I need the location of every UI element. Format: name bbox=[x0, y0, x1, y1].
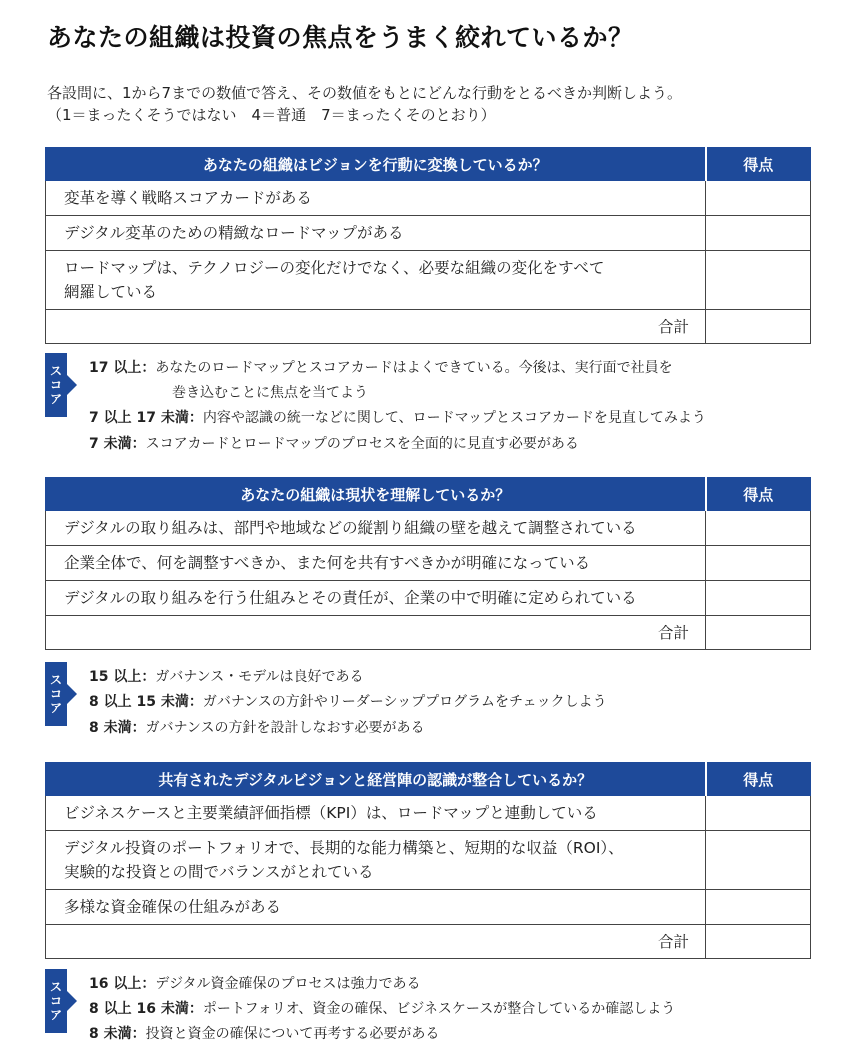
score-tag-char: コ bbox=[49, 378, 62, 392]
legend-threshold: 8 以上 15 未満： bbox=[89, 694, 203, 710]
legend-threshold: 15 以上： bbox=[89, 669, 156, 685]
score-legend-current-state bbox=[45, 662, 835, 742]
score-cell[interactable] bbox=[706, 831, 811, 890]
score-cell[interactable] bbox=[706, 581, 811, 616]
legend-row-continued: 巻き込むことに焦点を当てよう bbox=[172, 385, 368, 401]
score-tag-char: ア bbox=[49, 1008, 62, 1022]
legend-row bbox=[89, 717, 425, 737]
score-tag-char: ア bbox=[49, 392, 62, 406]
item-text: デジタルの取り組みは、部門や地域などの縦割り組織の壁を越えて調整されている bbox=[46, 511, 706, 546]
legend-threshold: 17 以上： bbox=[89, 360, 156, 376]
legend-threshold: 16 以上： bbox=[89, 976, 156, 992]
item-text-line-1: デジタル投資のポートフォリオで、長期的な能力構築と、短期的な収益（ROI）、 bbox=[64, 839, 624, 857]
total-score-cell[interactable] bbox=[706, 616, 811, 650]
score-cell[interactable] bbox=[706, 546, 811, 581]
legend-row bbox=[89, 433, 579, 453]
instructions bbox=[47, 82, 837, 126]
legend-row bbox=[89, 1023, 439, 1043]
total-score-cell[interactable] bbox=[706, 310, 811, 344]
instructions-line-1: 各設問に、1から7までの数値で答え、その数値をもとにどんな行動をとるべきか判断しよう。 bbox=[47, 84, 682, 102]
score-cell[interactable] bbox=[706, 796, 811, 831]
score-legend-alignment bbox=[45, 969, 835, 1049]
item-text: 多様な資金確保の仕組みがある bbox=[46, 890, 706, 925]
score-tag-char: コ bbox=[49, 687, 62, 701]
score-legend-vision bbox=[45, 353, 835, 453]
score-header: 得点 bbox=[706, 148, 811, 181]
score-tag bbox=[45, 353, 67, 417]
score-cell[interactable] bbox=[706, 251, 811, 310]
score-cell[interactable] bbox=[706, 181, 811, 216]
legend-row bbox=[89, 357, 673, 377]
score-tag-char: ス bbox=[49, 980, 62, 994]
legend-threshold: 8 未満： bbox=[89, 720, 146, 736]
assessment-table-alignment bbox=[45, 762, 811, 959]
total-label: 合計 bbox=[46, 310, 706, 344]
legend-text: ポートフォリオ、資金の確保、ビジネスケースが整合しているか確認しよう bbox=[202, 1001, 676, 1017]
score-tag bbox=[45, 969, 67, 1033]
score-tag-char: コ bbox=[49, 994, 62, 1008]
total-score-cell[interactable] bbox=[706, 925, 811, 959]
legend-row bbox=[89, 998, 675, 1018]
score-tag-char: ス bbox=[49, 364, 62, 378]
score-tag-char: ス bbox=[49, 673, 62, 687]
score-cell[interactable] bbox=[706, 511, 811, 546]
legend-row bbox=[89, 973, 421, 993]
item-text: デジタル変革のための精緻なロードマップがある bbox=[46, 216, 706, 251]
legend-threshold: 8 未満： bbox=[89, 1026, 146, 1042]
item-text bbox=[46, 831, 706, 890]
legend-text: ガバナンスの方針を設計しなおす必要がある bbox=[145, 720, 425, 736]
page-title: あなたの組織は投資の焦点をうまく絞れているか？ bbox=[47, 23, 634, 52]
item-text: 変革を導く戦略スコアカードがある bbox=[46, 181, 706, 216]
question-header: あなたの組織はビジョンを行動に変換しているか？ bbox=[46, 148, 706, 181]
legend-row bbox=[89, 666, 364, 686]
legend-row bbox=[89, 691, 607, 711]
item-text bbox=[46, 251, 706, 310]
legend-text: あなたのロードマップとスコアカードはよくできている。今後は、実行面で社員を bbox=[155, 360, 673, 376]
legend-threshold: 7 以上 17 未満： bbox=[89, 410, 203, 426]
score-cell[interactable] bbox=[706, 890, 811, 925]
assessment-table-vision bbox=[45, 147, 811, 344]
item-text: デジタルの取り組みを行う仕組みとその責任が、企業の中で明確に定められている bbox=[46, 581, 706, 616]
legend-text: 内容や認識の統一などに関して、ロードマップとスコアカードを見直してみよう bbox=[202, 410, 706, 426]
question-header: 共有されたデジタルビジョンと経営陣の認識が整合しているか？ bbox=[46, 763, 706, 796]
legend-row bbox=[89, 407, 706, 427]
total-label: 合計 bbox=[46, 616, 706, 650]
assessment-table-current-state bbox=[45, 477, 811, 650]
item-text-line-1: ロードマップは、テクノロジーの変化だけでなく、必要な組織の変化をすべて bbox=[64, 259, 605, 277]
legend-text: スコアカードとロードマップのプロセスを全面的に見直す必要がある bbox=[145, 436, 579, 452]
item-text-line-2: 実験的な投資との間でバランスがとれている bbox=[64, 863, 374, 881]
item-text: 企業全体で、何を調整すべきか、また何を共有すべきかが明確になっている bbox=[46, 546, 706, 581]
legend-text: ガバナンス・モデルは良好である bbox=[155, 669, 364, 685]
total-label: 合計 bbox=[46, 925, 706, 959]
item-text-line-2: 網羅している bbox=[64, 283, 158, 301]
legend-text: ガバナンスの方針やリーダーシッププログラムをチェックしよう bbox=[202, 694, 607, 710]
legend-text: デジタル資金確保のプロセスは強力である bbox=[155, 976, 421, 992]
instructions-line-2: （1＝まったくそうではない 4＝普通 7＝まったくそのとおり） bbox=[47, 106, 496, 124]
score-header: 得点 bbox=[706, 763, 811, 796]
score-tag bbox=[45, 662, 67, 726]
legend-threshold: 7 未満： bbox=[89, 436, 146, 452]
legend-text: 投資と資金の確保について再考する必要がある bbox=[145, 1026, 440, 1042]
question-header: あなたの組織は現状を理解しているか？ bbox=[46, 478, 706, 511]
legend-threshold: 8 以上 16 未満： bbox=[89, 1001, 203, 1017]
score-header: 得点 bbox=[706, 478, 811, 511]
item-text: ビジネスケースと主要業績評価指標（KPI）は、ロードマップと連動している bbox=[46, 796, 706, 831]
score-cell[interactable] bbox=[706, 216, 811, 251]
score-tag-char: ア bbox=[49, 701, 62, 715]
